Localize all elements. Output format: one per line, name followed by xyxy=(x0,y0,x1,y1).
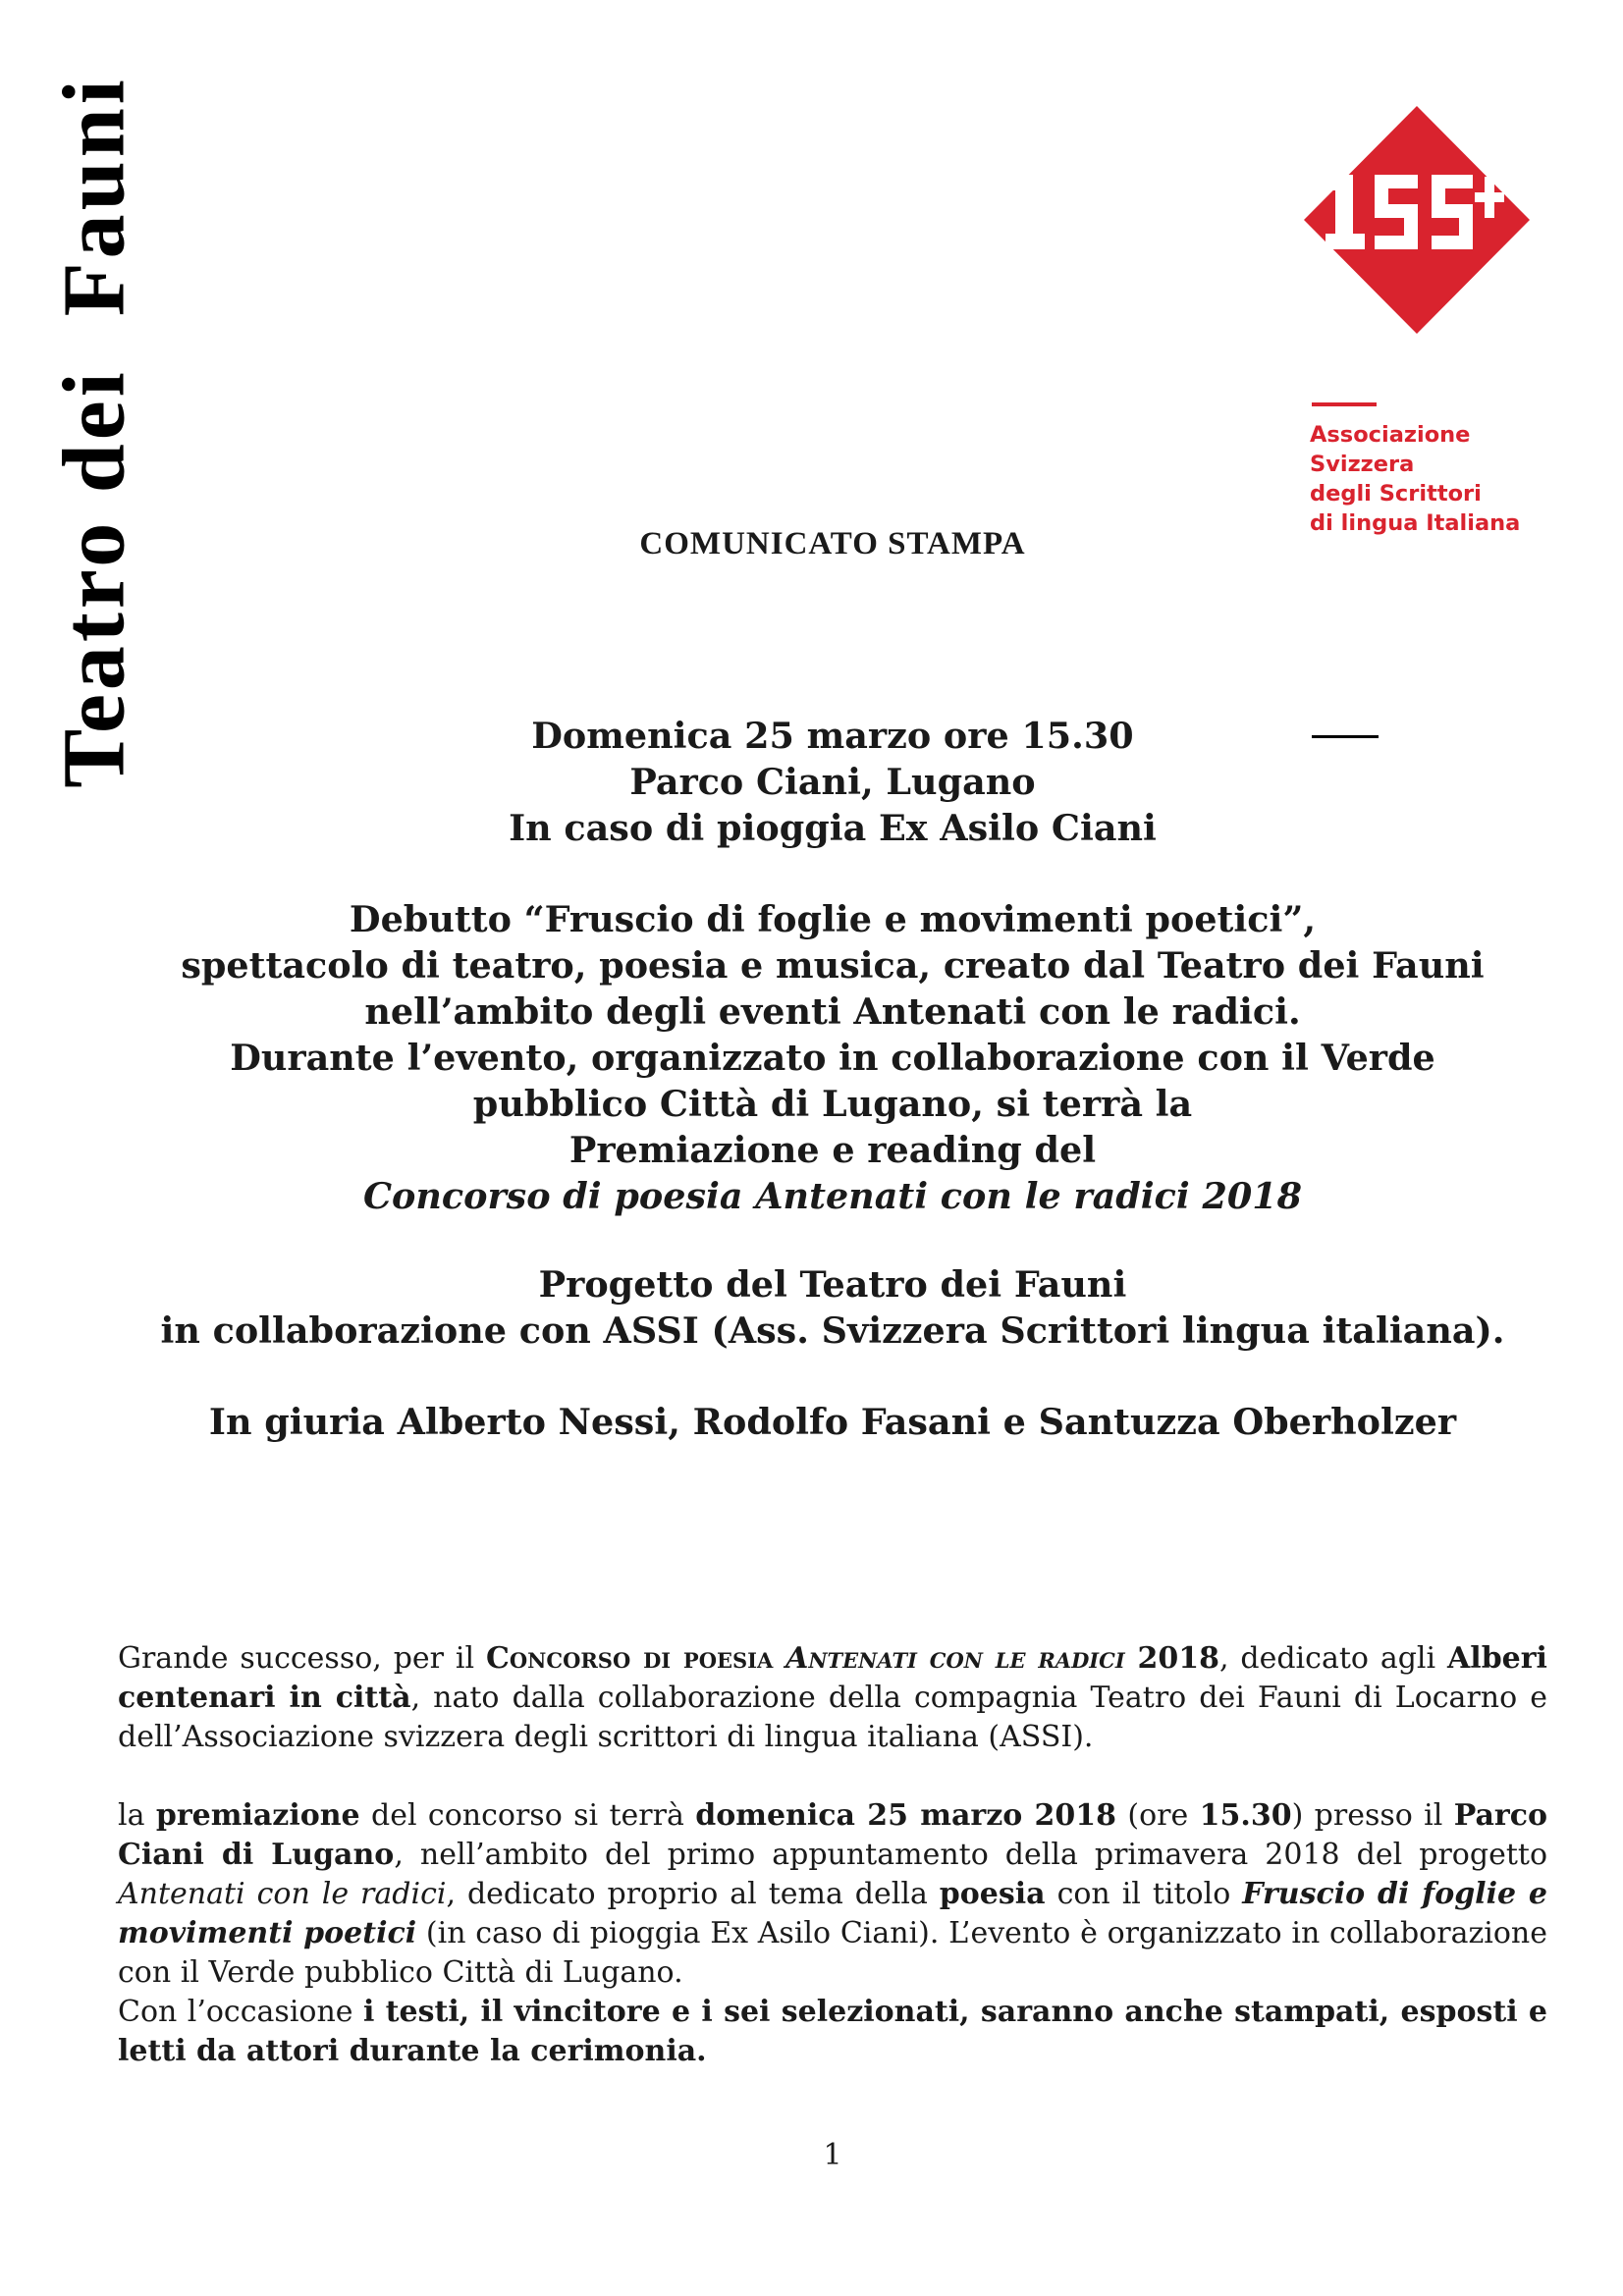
logo-rule xyxy=(1312,402,1377,406)
debut-line: pubblico Città di Lugano, si terrà la xyxy=(472,1083,1193,1125)
jury-line: In giuria Alberto Nessi, Rodolfo Fasani e Santuzza Oberholzer xyxy=(208,1401,1457,1443)
trees-theme: Alberi centenari in città xyxy=(118,1641,1547,1715)
text: la xyxy=(118,1798,156,1833)
debut-line: Premiazione e reading del xyxy=(568,1129,1097,1171)
contest-name-bold: Concorso di poesia xyxy=(485,1641,786,1676)
project-line: Progetto del Teatro dei Fauni xyxy=(538,1263,1127,1306)
text: Con l’occasione xyxy=(118,1995,363,2029)
debut-line: Durante l’evento, organizzato in collaborazione con il Verde xyxy=(230,1037,1435,1079)
emphasis: poesia xyxy=(939,1877,1046,1911)
assi-logo-mark xyxy=(1304,106,1530,334)
text: con il titolo xyxy=(1045,1877,1243,1911)
logo-line: Associazione xyxy=(1310,422,1471,448)
debut-block xyxy=(0,896,1623,1219)
debut-line: spettacolo di teatro, poesia e musica, creato dal Teatro dei Fauni xyxy=(181,944,1485,987)
press-release-label: COMUNICATO STAMPA xyxy=(639,526,1026,561)
contest-name-italic: Antenati con le radici xyxy=(785,1641,1125,1676)
event-rain-place: In caso di pioggia Ex Asilo Ciani xyxy=(509,807,1157,849)
event-place: Parco Ciani, Lugano xyxy=(629,761,1036,803)
text: , dedicato proprio al tema della xyxy=(446,1877,940,1911)
text: , nell’ambito del primo appuntamento della primavera 2018 del progetto xyxy=(394,1838,1548,1872)
project-block xyxy=(0,1261,1623,1354)
show-title: Fruscio di foglie e movimenti poetici xyxy=(118,1877,1548,1950)
project-name: Antenati con le radici xyxy=(118,1877,447,1911)
emphasis: i testi, il vincitore e i sei selezionati, saranno anche stampati, esposti e letti da attori durante la cerimonia. xyxy=(118,1995,1547,2068)
text: , dedicato agli xyxy=(1218,1641,1448,1676)
emphasis: Parco Ciani di Lugano xyxy=(118,1798,1548,1872)
body-paragraph-1 xyxy=(118,1639,1547,1757)
logo-text xyxy=(1310,420,1520,538)
event-block xyxy=(0,713,1623,851)
emphasis: domenica 25 marzo 2018 xyxy=(695,1798,1117,1833)
debut-line: Debutto “Fruscio di foglie e movimenti poetici”, xyxy=(349,898,1317,940)
project-line: in collaborazione con ASSI (Ass. Svizzera Scrittori lingua italiana). xyxy=(160,1309,1505,1352)
emphasis: premiazione xyxy=(155,1798,360,1833)
text: ) presso il xyxy=(1291,1798,1454,1833)
event-date: Domenica 25 marzo ore 15.30 xyxy=(531,715,1134,757)
logo-line: degli Scrittori xyxy=(1310,481,1482,507)
logo-line: di lingua Italiana xyxy=(1310,510,1521,536)
debut-line: nell’ambito degli eventi Antenati con le radici. xyxy=(364,990,1301,1033)
text: (in caso di pioggia Ex Asilo Ciani). L’evento è organizzato in collaborazione con il Verde pubblico Città di Lugano. xyxy=(118,1916,1547,1990)
contest-title: Concorso di poesia Antenati con le radici 2018 xyxy=(362,1175,1303,1217)
emphasis: 15.30 xyxy=(1199,1798,1292,1833)
text: del concorso si terrà xyxy=(359,1798,696,1833)
page-number: 1 xyxy=(823,2138,842,2172)
contest-year: 2018 xyxy=(1124,1641,1219,1676)
text: Grande successo, per il xyxy=(118,1641,486,1676)
body-paragraph-3 xyxy=(118,1993,1547,2071)
text: (ore xyxy=(1116,1798,1200,1833)
logo-line: Svizzera xyxy=(1310,452,1415,477)
text: , nato dalla collaborazione della compagnia Teatro dei Fauni di Locarno e dell’Associazione svizzera degli scrittori di lingua italiana (ASSI). xyxy=(118,1681,1547,1754)
side-title: Teatro dei Fauni xyxy=(45,76,143,788)
body-paragraph-2 xyxy=(118,1796,1547,2071)
